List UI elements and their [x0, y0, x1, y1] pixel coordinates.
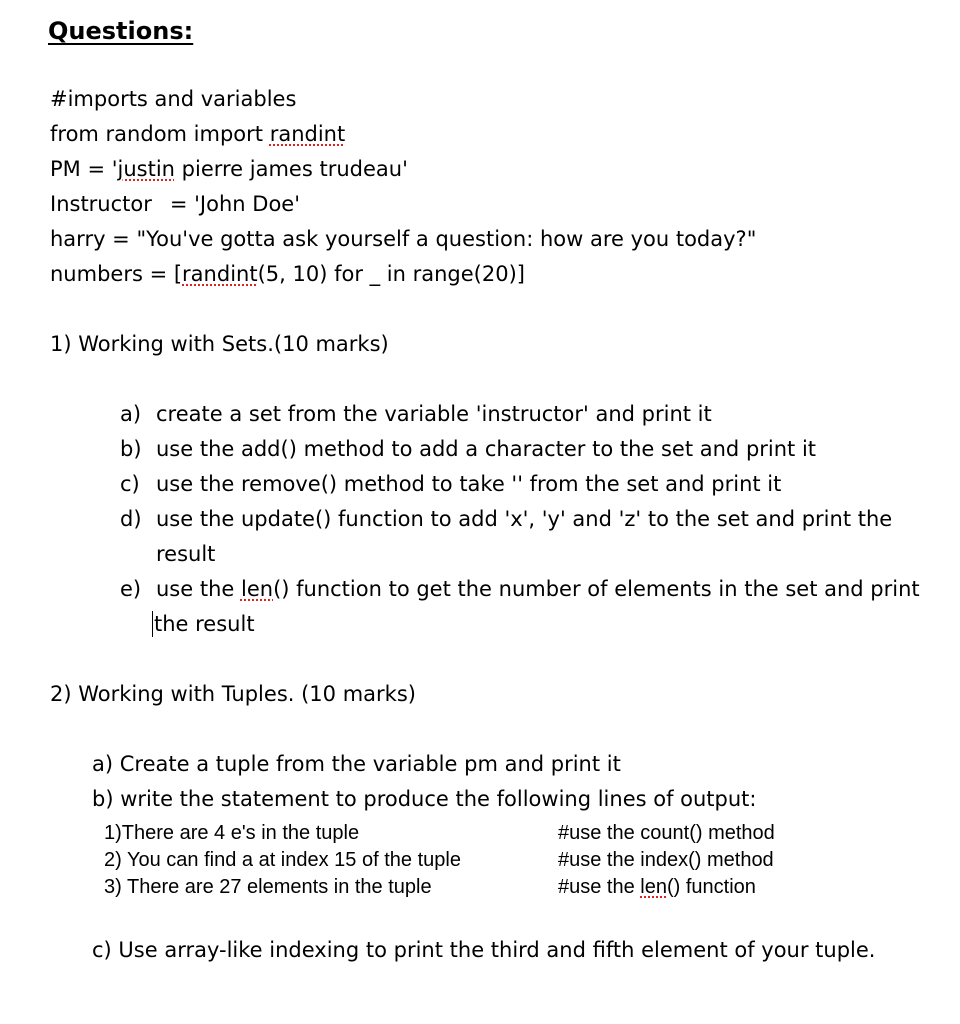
- spellcheck-word: justin: [117, 157, 175, 181]
- hint-text: #use the: [558, 876, 641, 898]
- output-line-2: 2) You can find a at index 15 of the tuple: [104, 849, 461, 871]
- item-label: b): [120, 437, 142, 461]
- code-text: from random import: [50, 122, 270, 146]
- q1-item-b: [120, 436, 816, 462]
- item-text: use the: [156, 577, 241, 601]
- code-text: numbers = [: [50, 262, 183, 286]
- code-text: = 'John Doe': [169, 192, 300, 216]
- code-text: Instructor: [50, 192, 152, 216]
- item-text: create a set from the variable 'instructor' and print it: [156, 402, 712, 426]
- q2-item-b: b) write the statement to produce the following lines of output:: [92, 787, 757, 811]
- hint-text: () function: [667, 876, 756, 898]
- text-cursor: [152, 611, 153, 637]
- spellcheck-word: len: [640, 876, 667, 898]
- code-line-harry: harry = "You've gotta ask yourself a question: how are you today?": [50, 227, 757, 251]
- output-line-3: 3) There are 27 elements in the tuple: [104, 876, 432, 898]
- output-line-1: 1)There are 4 e's in the tuple: [104, 822, 360, 844]
- q1-item-c: [120, 471, 781, 497]
- output-hint-2: #use the index() method: [558, 849, 774, 871]
- code-line-comment: #imports and variables: [50, 87, 297, 111]
- code-line-pm: [50, 156, 408, 182]
- code-text: PM = ': [50, 157, 118, 181]
- code-line-instructor: [50, 191, 300, 217]
- output-hint-1: #use the count() method: [558, 822, 775, 844]
- q2-item-a: a) Create a tuple from the variable pm and print it: [92, 752, 621, 776]
- item-text: use the add() method to add a character to the set and print it: [156, 437, 817, 461]
- spellcheck-word: len: [240, 577, 274, 601]
- page-title: Questions:: [48, 17, 194, 45]
- code-line-numbers: [50, 261, 525, 287]
- item-text: the result: [154, 612, 255, 636]
- item-label: a): [120, 402, 142, 426]
- item-label: d): [120, 507, 142, 531]
- q1-item-d: [120, 506, 892, 532]
- spellcheck-word: randint: [269, 122, 346, 146]
- question-2-heading: 2) Working with Tuples. (10 marks): [50, 682, 416, 706]
- item-text: use the remove() method to take '' from the set and print it: [156, 472, 782, 496]
- code-text: pierre james trudeau': [174, 157, 408, 181]
- item-label: c): [120, 472, 140, 496]
- item-text: () function to get the number of elements in the set and print: [273, 577, 920, 601]
- spellcheck-word: randint: [182, 262, 258, 286]
- item-label: e): [120, 577, 142, 601]
- q1-item-d-continued: result: [156, 542, 216, 566]
- item-text: use the update() function to add 'x', 'y' and 'z' to the set and print the: [156, 507, 893, 531]
- code-text: (5, 10) for _ in range(20)]: [257, 262, 525, 286]
- q1-item-e: [120, 576, 920, 602]
- q2-item-c: c) Use array-like indexing to print the third and fifth element of your tuple.: [92, 938, 876, 962]
- output-hint-3: [558, 874, 756, 900]
- code-line-import: [50, 121, 345, 147]
- q1-item-e-continued: [152, 611, 255, 637]
- question-1-heading: 1) Working with Sets.(10 marks): [50, 332, 389, 356]
- q1-item-a: [120, 401, 712, 427]
